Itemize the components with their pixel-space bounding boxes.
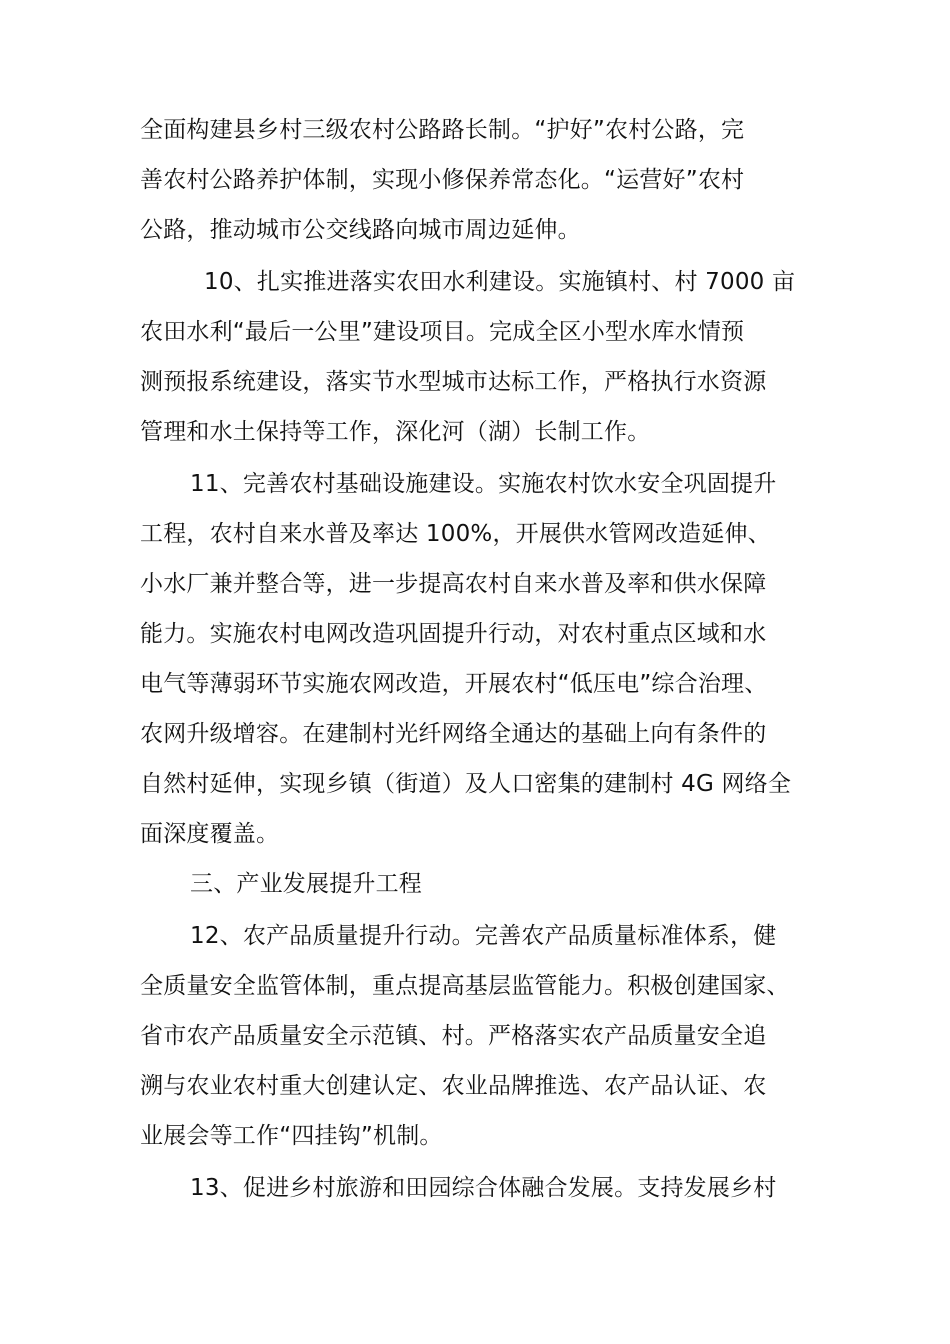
text-line: 电气等薄弱环节实施农网改造，开展农村“低压电”综合治理、 [140,671,768,697]
text-line: 全质量安全监管体制，重点提高基层监管能力。积极创建国家、 [140,973,790,999]
paragraph-heading-11: 11、完善农村基础设施建设。实施农村饮水安全巩固提升 [190,471,777,497]
text-line: 能力。实施农村电网改造巩固提升行动，对农村重点区域和水 [140,621,767,647]
text-line: 农田水利“最后一公里”建设项目。完成全区小型水库水情预 [140,319,745,345]
text-line: 业展会等工作“四挂钩”机制。 [140,1123,443,1149]
text-line: 管理和水土保持等工作，深化河（湖）长制工作。 [140,419,651,445]
text-line: 小水厂兼并整合等，进一步提高农村自来水普及率和供水保障 [140,571,767,597]
text-line: 公路，推动城市公交线路向城市周边延伸。 [140,217,581,243]
text-line: 农网升级增容。在建制村光纤网络全通达的基础上向有条件的 [140,721,767,747]
text-line: 测预报系统建设，落实节水型城市达标工作，严格执行水资源 [140,369,767,395]
text-line: 善农村公路养护体制，实现小修保养常态化。“运营好”农村 [140,167,745,193]
text-line: 溯与农业农村重大创建认定、农业品牌推选、农产品认证、农 [140,1073,767,1099]
paragraph-heading-10: 10、扎实推进落实农田水利建设。实施镇村、村 7000 亩 [204,269,796,295]
text-line: 省市农产品质量安全示范镇、村。严格落实农产品质量安全追 [140,1023,767,1049]
section-heading: 三、产业发展提升工程 [190,871,422,897]
paragraph-heading-13: 13、促进乡村旅游和田园综合体融合发展。支持发展乡村 [190,1175,777,1201]
text-line: 面深度覆盖。 [140,821,280,847]
text-line: 自然村延伸，实现乡镇（街道）及人口密集的建制村 4G 网络全 [140,771,792,797]
text-line: 工程，农村自来水普及率达 100%，开展供水管网改造延伸、 [140,521,771,547]
paragraph-heading-12: 12、农产品质量提升行动。完善农产品质量标准体系，健 [190,923,777,949]
text-line: 全面构建县乡村三级农村公路路长制。“护好”农村公路，完 [140,117,745,143]
